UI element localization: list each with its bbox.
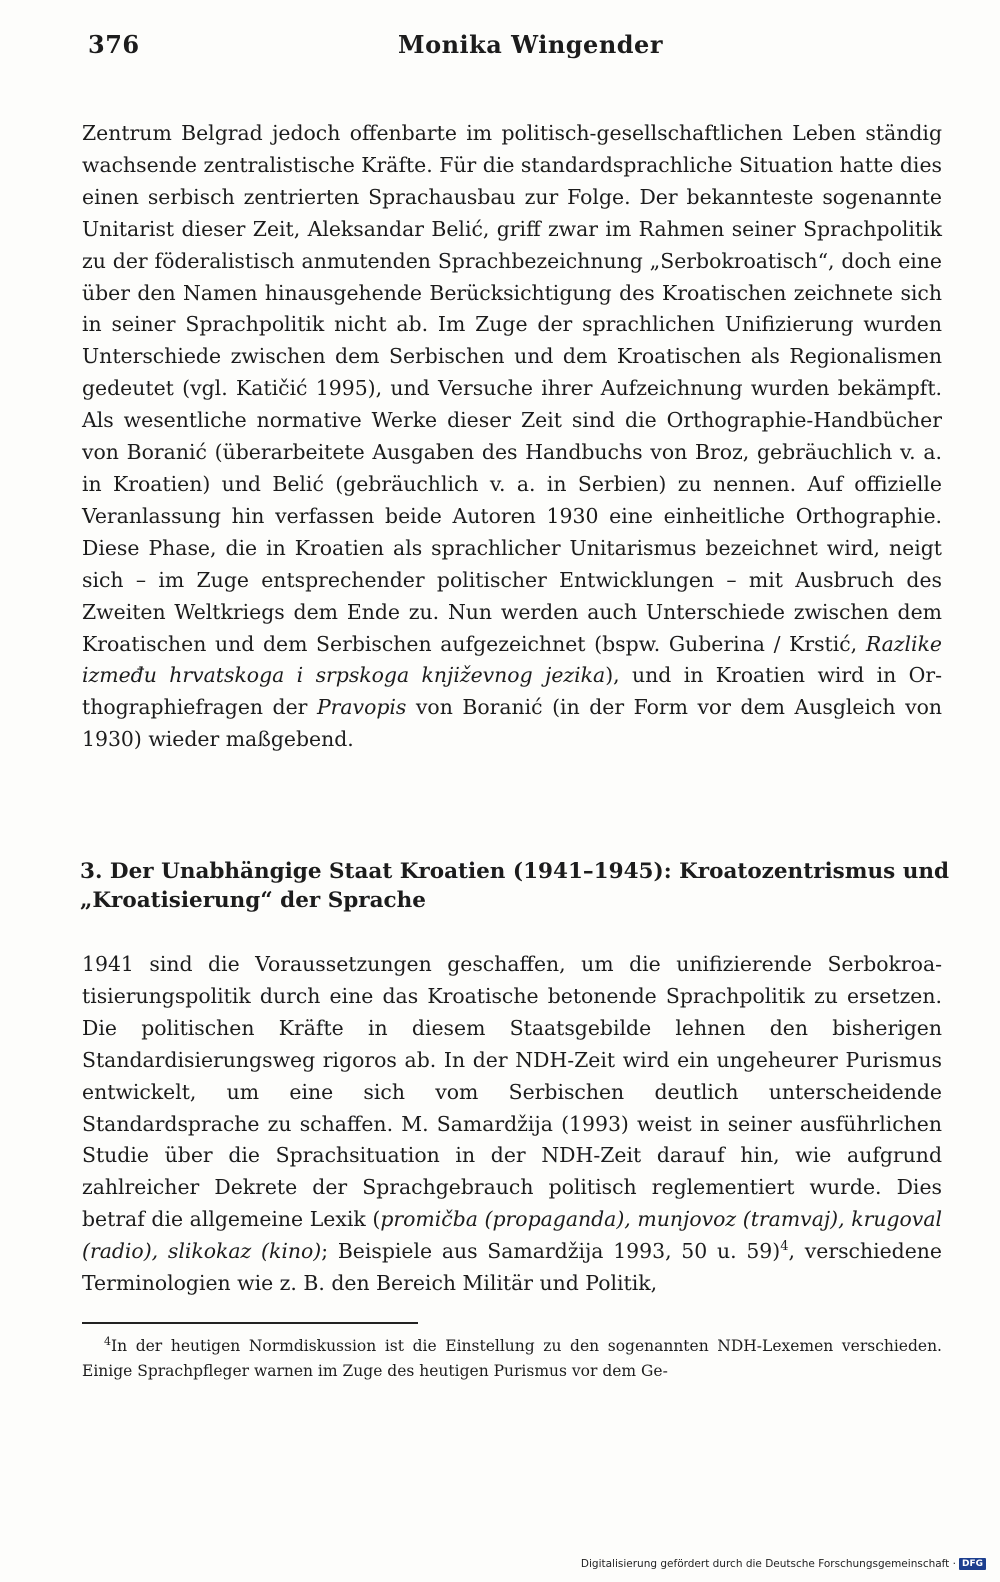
section-heading: 3. Der Unabhängige Staat Kroatien (1941–1945): Kroatozentrismus und „Kroatisierung“ der Sprache <box>80 859 949 913</box>
digitization-credit <box>581 1558 986 1570</box>
text-run: Zentrum Belgrad jedoch offenbarte im politisch-gesellschaftlichen Leben ständig wachsende zentralistische Kräfte. Für die standardsprachliche Situation hatte dies einen serbisch zentrierten Sprachausbau zur Folge. Der bekannteste sogenannte Unitarist dieser Zeit, Aleksandar Belić, griff zwar im Rahmen seiner Sprachpolitik zu der föderalistisch anmutenden Sprachbezeichnung „Serbokroatisch“, doch eine über den Namen hinausgehende Berücksichtigung des Kroatischen zeichnete sich in seiner Sprachpolitik nicht ab. Im Zuge der sprachlichen Unifizierung wurden Unterschiede zwischen dem Serbischen und dem Kroatischen als Regionalismen gedeutet (vgl. Katičić 1995), und Versuche ihrer Aufzeichnung wurden bekämpft. Als wesentliche normative Werke dieser Zeit sind die Orthographie-Handbücher von Boranić (überarbeitete Ausgaben des Handbuchs von Broz, gebräuchlich v. a. in Kroatien) und Belić (gebräuchlich v. a. in Serbien) zu nennen. Auf offizielle Veranlassung hin verfassen beide Autoren 1930 eine einheitliche Orthographie. Diese Phase, die in Kroatien als sprachlicher Unitarismus bezeichnet wird, neigt sich – im Zuge entsprechender politischer Entwicklungen – mit Ausbruch des Zweiten Weltkriegs dem Ende zu. Nun werden auch Unterschiede zwischen dem Kroatischen und dem Serbischen aufgezeichnet (bspw. Guberina / Krstić, <box>82 121 942 656</box>
text-run: 1941 sind die Voraussetzungen geschaffen, um die unifizierende Serbokroatisierungspolitik durch eine das Kroatische betonende Sprachpolitik zu ersetzen. Die politischen Kräfte in diesem Staatsgebilde lehnen den bisherigen Standardisierungsweg rigoros ab. In der NDH-Zeit wird ein ungeheurer Purismus entwickelt, um eine sich vom Serbischen deutlich unterscheidende Standardsprache zu schaffen. M. Samardžija (1993) weist in seiner ausführlichen Studie über die Sprachsituation in der NDH-Zeit darauf hin, wie aufgrund zahlreicher Dekrete der Sprachgebrauch politisch reglementiert wurde. Dies betraf die allgemeine Lexik ( <box>82 952 942 1232</box>
footnote <box>82 1329 942 1384</box>
italic-examples: promičba (propaganda), munjovoz (tramvaj), krugoval (radio), slikokaz (kino) <box>82 1207 943 1264</box>
italic-title: Razlike između hrvatskoga i srpskoga književnog jezika <box>82 631 942 688</box>
body-paragraph <box>82 118 942 756</box>
credit-text: Digitalisierung gefördert durch die Deutsche Forschungsgemeinschaft · <box>580 1558 956 1570</box>
page-number: 376 <box>88 30 140 59</box>
italic-title: Pravopis <box>316 695 407 720</box>
text-run: ), und in Kroatien wird in Orthographiefragen der <box>82 663 942 720</box>
footnote-reference[interactable]: 4 <box>780 1239 789 1255</box>
text-run: , verschiedene Terminologien wie z. B. den Bereich Militär und Politik, <box>82 1239 943 1296</box>
text-run: von Boranić (in der Form vor dem Ausgleich von 1930) wieder maßgebend. <box>82 695 942 752</box>
text-run: ; Beispiele aus Samardžija 1993, 50 u. 59) <box>321 1239 781 1264</box>
footnote-text: In der heutigen Normdiskussion ist die Einstellung zu den sogenannten NDH-Lexemen verschieden. Einige Sprachpfleger warnen im Zuge des heutigen Purismus vor dem Ge- <box>82 1337 942 1381</box>
footnote-divider <box>82 1322 418 1324</box>
running-head: Monika Wingender <box>398 30 663 59</box>
body-paragraph <box>82 949 942 1300</box>
dfg-logo: DFG <box>959 1558 986 1570</box>
footnote-number: 4 <box>104 1335 111 1348</box>
